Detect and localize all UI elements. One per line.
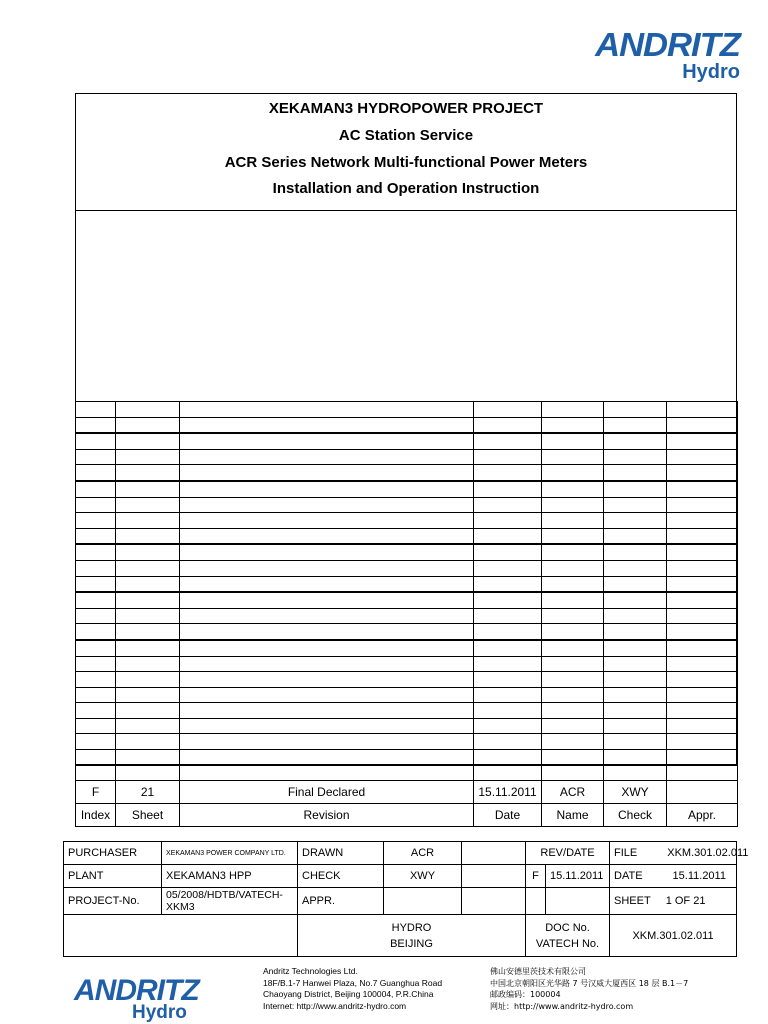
rev-empty-cell — [667, 656, 738, 672]
revision-row-empty — [76, 402, 738, 418]
rev-empty-cell — [116, 656, 180, 672]
appr-date-cell — [546, 888, 610, 915]
rev-empty-cell — [667, 703, 738, 719]
revision-row-empty — [76, 640, 738, 656]
rev-empty-cell — [116, 687, 180, 703]
rev-empty-cell — [604, 640, 667, 656]
header-check: Check — [604, 804, 667, 827]
rev-empty-cell — [76, 734, 116, 750]
revision-row-empty — [76, 592, 738, 608]
header-name: Name — [542, 804, 604, 827]
rev-empty-cell — [180, 528, 474, 544]
rev-empty-cell — [116, 718, 180, 734]
rev-empty-cell — [116, 449, 180, 465]
sheet-value: 1 OF 21 — [665, 895, 706, 907]
rev-empty-cell — [667, 417, 738, 433]
revision-row-empty — [76, 497, 738, 513]
rev-empty-cell — [180, 497, 474, 513]
rev-empty-cell — [76, 672, 116, 688]
rev-empty-cell — [474, 544, 542, 560]
rev-empty-cell — [76, 656, 116, 672]
date-cell — [610, 865, 737, 888]
header-index: Index — [76, 804, 116, 827]
rev-appr-cell — [667, 781, 738, 804]
rev-empty-cell — [76, 687, 116, 703]
footer-en-line4: Internet: http://www.andritz-hydro.com — [263, 1000, 407, 1011]
rev-empty-cell — [474, 765, 542, 781]
rev-empty-cell — [667, 765, 738, 781]
footer-cn-line4: 网址：http://www.andritz-hydro.com — [490, 1001, 634, 1011]
revision-row-empty — [76, 624, 738, 640]
project-label: PROJECT-No. — [64, 888, 162, 915]
document-title: ACR Series Network Multi-functional Power Meters — [224, 154, 588, 171]
revision-row-empty — [76, 449, 738, 465]
revision-row-empty — [76, 703, 738, 719]
rev-empty-cell — [604, 656, 667, 672]
rev-empty-cell — [542, 718, 604, 734]
header-revision: Revision — [180, 804, 474, 827]
rev-empty-cell — [76, 592, 116, 608]
footer-cn-line2: 中国北京朝阳区光华路 7 号汉威大厦西区 18 层 B.1－7 — [490, 978, 689, 988]
footer-address-en — [263, 966, 483, 1012]
rev-empty-cell — [76, 465, 116, 481]
rev-empty-cell — [604, 402, 667, 418]
rev-empty-cell — [542, 449, 604, 465]
revision-row-empty — [76, 417, 738, 433]
appr-extra-cell — [462, 888, 526, 915]
rev-empty-cell — [474, 656, 542, 672]
rev-empty-cell — [180, 703, 474, 719]
rev-empty-cell — [667, 544, 738, 560]
rev-empty-cell — [180, 513, 474, 529]
rev-empty-cell — [116, 576, 180, 592]
rev-empty-cell — [542, 544, 604, 560]
footer-en-line3: Chaoyang District, Beijing 100004, P.R.China — [263, 989, 434, 999]
rev-empty-cell — [542, 608, 604, 624]
rev-empty-cell — [667, 624, 738, 640]
rev-date-cell: 15.11.2011 — [474, 781, 542, 804]
rev-empty-cell — [180, 576, 474, 592]
rev-empty-cell — [542, 672, 604, 688]
rev-empty-cell — [116, 640, 180, 656]
rev-empty-cell — [542, 481, 604, 497]
rev-letter: F — [526, 865, 546, 888]
docno-label: DOC No. — [545, 921, 590, 934]
title-info-block — [63, 841, 749, 957]
file-cell — [610, 842, 749, 865]
rev-empty-cell — [474, 624, 542, 640]
revision-table — [75, 401, 738, 827]
rev-empty-cell — [474, 497, 542, 513]
logo-bottom-sub: Hydro — [132, 1002, 187, 1023]
rev-empty-cell — [667, 687, 738, 703]
hydro-line: HYDRO — [391, 921, 432, 934]
rev-empty-cell — [76, 718, 116, 734]
revision-header-row — [76, 804, 738, 827]
rev-sheet-cell: 21 — [116, 781, 180, 804]
rev-empty-cell — [180, 734, 474, 750]
title-header — [76, 94, 736, 211]
date-value: 15.11.2011 — [672, 870, 726, 882]
hydro-beijing-cell — [298, 915, 526, 957]
rev-empty-cell — [667, 402, 738, 418]
rev-empty-cell — [76, 402, 116, 418]
rev-empty-cell — [542, 465, 604, 481]
rev-empty-cell — [180, 481, 474, 497]
rev-empty-cell — [180, 433, 474, 449]
header-date: Date — [474, 804, 542, 827]
rev-empty-cell — [474, 734, 542, 750]
rev-empty-cell — [76, 449, 116, 465]
rev-empty-cell — [542, 703, 604, 719]
rev-empty-cell — [474, 687, 542, 703]
drawn-value: ACR — [384, 842, 462, 865]
revision-row-empty — [76, 656, 738, 672]
rev-empty-cell — [604, 734, 667, 750]
rev-empty-cell — [542, 497, 604, 513]
revision-row-empty — [76, 528, 738, 544]
rev-empty-cell — [604, 576, 667, 592]
rev-empty-cell — [604, 560, 667, 576]
rev-empty-cell — [76, 433, 116, 449]
rev-empty-cell — [76, 417, 116, 433]
rev-empty-cell — [667, 497, 738, 513]
rev-empty-cell — [474, 560, 542, 576]
rev-empty-cell — [474, 592, 542, 608]
check-label: CHECK — [298, 865, 384, 888]
rev-empty-cell — [542, 513, 604, 529]
revision-row-empty — [76, 576, 738, 592]
rev-empty-cell — [604, 703, 667, 719]
rev-empty-cell — [116, 528, 180, 544]
rev-empty-cell — [116, 765, 180, 781]
rev-empty-cell — [76, 624, 116, 640]
rev-empty-cell — [180, 544, 474, 560]
file-label: FILE — [614, 847, 638, 859]
rev-empty-cell — [542, 576, 604, 592]
rev-empty-cell — [180, 592, 474, 608]
rev-empty-cell — [474, 576, 542, 592]
rev-empty-cell — [474, 402, 542, 418]
rev-empty-cell — [667, 718, 738, 734]
rev-empty-cell — [667, 672, 738, 688]
rev-empty-cell — [474, 417, 542, 433]
rev-empty-cell — [116, 544, 180, 560]
file-value: XKM.301.02.011 — [667, 847, 749, 859]
rev-empty-cell — [180, 765, 474, 781]
rev-empty-cell — [542, 656, 604, 672]
purchaser-label: PURCHASER — [64, 842, 162, 865]
rev-empty-cell — [474, 703, 542, 719]
revision-row-empty — [76, 465, 738, 481]
rev-empty-cell — [542, 765, 604, 781]
rev-empty-cell — [474, 608, 542, 624]
rev-empty-cell — [116, 481, 180, 497]
rev-empty-cell — [116, 497, 180, 513]
check-value: XWY — [384, 865, 462, 888]
rev-empty-cell — [76, 576, 116, 592]
rev-empty-cell — [542, 624, 604, 640]
rev-empty-cell — [116, 703, 180, 719]
rev-empty-cell — [542, 402, 604, 418]
rev-empty-cell — [180, 687, 474, 703]
revision-row-empty — [76, 544, 738, 560]
rev-empty-cell — [76, 765, 116, 781]
rev-empty-cell — [116, 734, 180, 750]
rev-empty-cell — [116, 465, 180, 481]
rev-empty-cell — [474, 640, 542, 656]
rev-revision-cell: Final Declared — [180, 781, 474, 804]
header-sheet: Sheet — [116, 804, 180, 827]
rev-empty-cell — [542, 592, 604, 608]
rev-empty-cell — [474, 513, 542, 529]
footer-cn-line3: 邮政编码：100004 — [490, 990, 561, 999]
rev-empty-cell — [76, 560, 116, 576]
rev-empty-cell — [667, 608, 738, 624]
rev-empty-cell — [474, 481, 542, 497]
footer-en-line2: 18F/B.1-7 Hanwei Plaza, No.7 Guanghua Road — [263, 977, 443, 988]
rev-empty-cell — [604, 528, 667, 544]
purchaser-value: XEKAMAN3 POWER COMPANY LTD. — [162, 842, 298, 865]
sheet-label: SHEET — [614, 895, 651, 907]
sheet-cell — [610, 888, 737, 915]
header-appr: Appr. — [667, 804, 738, 827]
rev-empty-cell — [542, 640, 604, 656]
rev-empty-cell — [604, 465, 667, 481]
vatech-label: VATECH No. — [535, 937, 600, 950]
revdate-label: REV/DATE — [526, 842, 610, 865]
rev-empty-cell — [667, 592, 738, 608]
revision-row-final — [76, 781, 738, 804]
revision-row-empty — [76, 765, 738, 781]
rev-empty-cell — [180, 417, 474, 433]
beijing-line: BEIJING — [390, 937, 433, 950]
logo-top-wordmark: ANDRITZ — [595, 26, 740, 63]
revision-table-body — [76, 402, 738, 827]
revision-row-empty — [76, 687, 738, 703]
rev-empty-cell — [667, 560, 738, 576]
revision-row-empty — [76, 433, 738, 449]
plant-label: PLANT — [64, 865, 162, 888]
check-extra-cell — [462, 865, 526, 888]
rev-empty-cell — [604, 544, 667, 560]
rev-empty-cell — [76, 528, 116, 544]
rev-empty-cell — [116, 750, 180, 766]
revision-row-empty — [76, 750, 738, 766]
rev-index-cell: F — [76, 781, 116, 804]
appr-rev-cell — [526, 888, 546, 915]
rev-empty-cell — [542, 687, 604, 703]
rev-empty-cell — [604, 608, 667, 624]
rev-empty-cell — [76, 640, 116, 656]
drawn-label: DRAWN — [298, 842, 384, 865]
rev-empty-cell — [604, 624, 667, 640]
rev-empty-cell — [474, 672, 542, 688]
rev-empty-cell — [76, 608, 116, 624]
rev-empty-cell — [604, 449, 667, 465]
rev-empty-cell — [116, 513, 180, 529]
rev-empty-cell — [76, 544, 116, 560]
rev-empty-cell — [180, 656, 474, 672]
revision-row-empty — [76, 718, 738, 734]
rev-empty-cell — [604, 765, 667, 781]
rev-empty-cell — [667, 465, 738, 481]
project-value: 05/2008/HDTB/VATECH-XKM3 — [162, 888, 298, 915]
rev-empty-cell — [180, 402, 474, 418]
rev-empty-cell — [76, 513, 116, 529]
rev-empty-cell — [180, 750, 474, 766]
footer-cn-line1: 佛山安德里茨技术有限公司 — [490, 967, 586, 976]
rev-empty-cell — [604, 433, 667, 449]
rev-empty-cell — [116, 624, 180, 640]
logo-top-sub: Hydro — [682, 61, 740, 83]
rev-empty-cell — [76, 750, 116, 766]
rev-name-cell: ACR — [542, 781, 604, 804]
rev-empty-cell — [667, 481, 738, 497]
appr-label: APPR. — [298, 888, 384, 915]
rev-empty-cell — [116, 402, 180, 418]
rev-empty-cell — [542, 560, 604, 576]
rev-empty-cell — [180, 640, 474, 656]
rev-empty-cell — [604, 750, 667, 766]
rev-empty-cell — [542, 734, 604, 750]
rev-empty-cell — [667, 528, 738, 544]
rev-empty-cell — [180, 560, 474, 576]
rev-date: 15.11.2011 — [546, 865, 610, 888]
appr-value — [384, 888, 462, 915]
revision-row-empty — [76, 513, 738, 529]
revision-row-empty — [76, 608, 738, 624]
project-title: XEKAMAN3 HYDROPOWER PROJECT — [268, 100, 544, 117]
rev-empty-cell — [76, 703, 116, 719]
rev-empty-cell — [474, 750, 542, 766]
rev-empty-cell — [76, 497, 116, 513]
rev-empty-cell — [604, 481, 667, 497]
rev-empty-cell — [667, 449, 738, 465]
rev-empty-cell — [604, 687, 667, 703]
rev-empty-cell — [474, 465, 542, 481]
rev-empty-cell — [542, 528, 604, 544]
footer-en-line1: Andritz Technologies Ltd. — [263, 966, 358, 976]
rev-empty-cell — [116, 672, 180, 688]
rev-empty-cell — [604, 417, 667, 433]
rev-empty-cell — [604, 718, 667, 734]
logo-top — [595, 26, 742, 86]
rev-empty-cell — [474, 433, 542, 449]
rev-empty-cell — [474, 718, 542, 734]
rev-empty-cell — [180, 672, 474, 688]
docno-label-cell — [526, 915, 610, 957]
rev-empty-cell — [604, 672, 667, 688]
rev-empty-cell — [474, 449, 542, 465]
rev-empty-cell — [180, 465, 474, 481]
revision-row-empty — [76, 672, 738, 688]
date-label: DATE — [614, 870, 643, 882]
revision-row-empty — [76, 734, 738, 750]
logo-bottom — [74, 974, 214, 1024]
rev-empty-cell — [604, 513, 667, 529]
rev-empty-cell — [116, 560, 180, 576]
rev-empty-cell — [180, 718, 474, 734]
revision-row-empty — [76, 481, 738, 497]
rev-empty-cell — [180, 624, 474, 640]
rev-empty-cell — [604, 497, 667, 513]
revision-row-empty — [76, 560, 738, 576]
rev-empty-cell — [667, 513, 738, 529]
docno-value: XKM.301.02.011 — [610, 915, 737, 957]
rev-empty-cell — [116, 608, 180, 624]
drawn-extra-cell — [462, 842, 526, 865]
rev-empty-cell — [474, 528, 542, 544]
rev-empty-cell — [116, 417, 180, 433]
rev-empty-cell — [116, 592, 180, 608]
rev-empty-cell — [667, 433, 738, 449]
blank-cell — [64, 915, 298, 957]
rev-empty-cell — [542, 417, 604, 433]
footer-address-cn — [490, 966, 760, 1012]
document-subtitle: Installation and Operation Instruction — [272, 180, 540, 197]
rev-empty-cell — [667, 576, 738, 592]
rev-empty-cell — [116, 433, 180, 449]
logo-bottom-wordmark: ANDRITZ — [74, 974, 199, 1007]
rev-empty-cell — [667, 734, 738, 750]
rev-empty-cell — [542, 750, 604, 766]
rev-empty-cell — [667, 750, 738, 766]
rev-empty-cell — [180, 449, 474, 465]
plant-value: XEKAMAN3 HPP — [162, 865, 298, 888]
rev-empty-cell — [604, 592, 667, 608]
document-subject: AC Station Service — [338, 127, 474, 144]
rev-empty-cell — [542, 433, 604, 449]
rev-empty-cell — [180, 608, 474, 624]
rev-check-cell: XWY — [604, 781, 667, 804]
rev-empty-cell — [76, 481, 116, 497]
rev-empty-cell — [667, 640, 738, 656]
